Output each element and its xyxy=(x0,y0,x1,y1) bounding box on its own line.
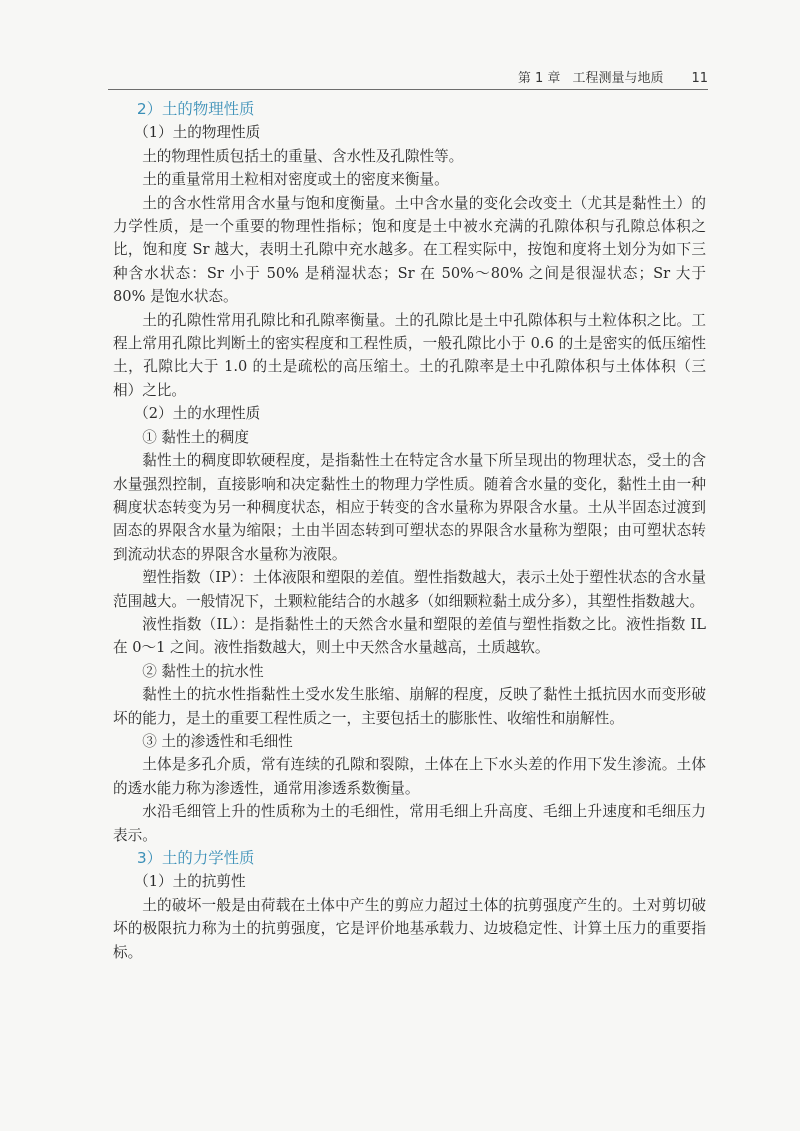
page-number: 11 xyxy=(691,71,708,86)
paragraph: 黏性土的抗水性指黏性土受水发生胀缩、崩解的程度，反映了黏性土抵抗因水而变形破坏的能力，是土的重要工程性质之一，主要包括土的膨胀性、收缩性和崩解性。 xyxy=(113,686,706,727)
body-text xyxy=(113,98,706,964)
paragraph: 塑性指数（IP）：土体液限和塑限的差值。塑性指数越大，表示土处于塑性状态的含水量范围越大。一般情况下，土颗粒能结合的水越多（如细颗粒黏土成分多），其塑性指数越大。 xyxy=(113,569,706,610)
item-heading: ② 黏性土的抗水性 xyxy=(142,662,264,680)
paragraph: 土的物理性质包括土的重量、含水性及孔隙性等。 xyxy=(142,147,464,165)
item-heading: ① 黏性土的稠度 xyxy=(142,428,249,446)
paragraph: 土的破坏一般是由荷载在土体中产生的剪应力超过土体的抗剪强度产生的。土对剪切破坏的极限抗力称为土的抗剪强度，它是评价地基承载力、边坡稳定性、计算土压力的重要指标。 xyxy=(113,896,706,961)
paragraph: 土的孔隙性常用孔隙比和孔隙率衡量。土的孔隙比是土中孔隙体积与土粒体积之比。工程上常用孔隙比判断土的密实程度和工程性质，一般孔隙比小于 0.6 的土是密实的低压缩性土，孔隙比大于 1.0 的土是疏松的高压缩土。土的孔隙率是土中孔隙体积与土体体积（三相）之比。 xyxy=(113,311,706,399)
paragraph: 土体是多孔介质，常有连续的孔隙和裂隙，土体在上下水头差的作用下发生渗流。土体的透水能力称为渗透性，通常用渗透系数衡量。 xyxy=(113,756,706,797)
running-header xyxy=(108,60,708,90)
subsection-heading: （1）土的物理性质 xyxy=(134,124,261,142)
subsection-heading: （2）土的水理性质 xyxy=(134,405,261,423)
paragraph: 液性指数（IL）：是指黏性土的天然含水量和塑限的差值与塑性指数之比。液性指数 IL 在 0～1 之间。液性指数越大，则土中天然含水量越高，土质越软。 xyxy=(113,615,706,657)
paragraph: 水沿毛细管上升的性质称为土的毛细性，常用毛细上升高度、毛细上升速度和毛细压力表示。 xyxy=(113,803,706,844)
paragraph: 黏性土的稠度即软硬程度，是指黏性土在特定含水量下所呈现出的物理状态，受土的含水量强烈控制，直接影响和决定黏性土的物理力学性质。随着含水量的变化，黏性土由一种稠度状态转变为另一种稠度状态，相应于转变的含水量称为界限含水量。土从半固态过渡到固态的界限含水量为缩限；土由半固态转到可塑状态的界限含水量称为塑限；由可塑状态转到流动状态的界限含水量称为液限。 xyxy=(113,452,706,563)
item-heading: ③ 土的渗透性和毛细性 xyxy=(142,732,293,750)
paragraph: 土的含水性常用含水量与饱和度衡量。土中含水量的变化会改变土（尤其是黏性土）的力学性质，是一个重要的物理性指标；饱和度是土中被水充满的孔隙体积与孔隙总体积之比，饱和度 Sr 越大，表明土孔隙中充水越多。在工程实际中，按饱和度将土划分为如下三种含水状态：Sr 小于 50% 是稍湿状态；Sr 在 50%～80% 之间是很湿状态；Sr 大于 80% 是饱水状态。 xyxy=(113,194,706,306)
section-heading: 3）土的力学性质 xyxy=(136,849,255,867)
section-heading: 2）土的物理性质 xyxy=(136,100,255,118)
subsection-heading: （1）土的抗剪性 xyxy=(134,873,246,891)
header-title: 工程测量与地质 xyxy=(572,71,664,86)
header-chapter: 第 1 章 xyxy=(517,71,561,86)
paragraph: 土的重量常用土粒相对密度或土的密度来衡量。 xyxy=(142,171,449,189)
